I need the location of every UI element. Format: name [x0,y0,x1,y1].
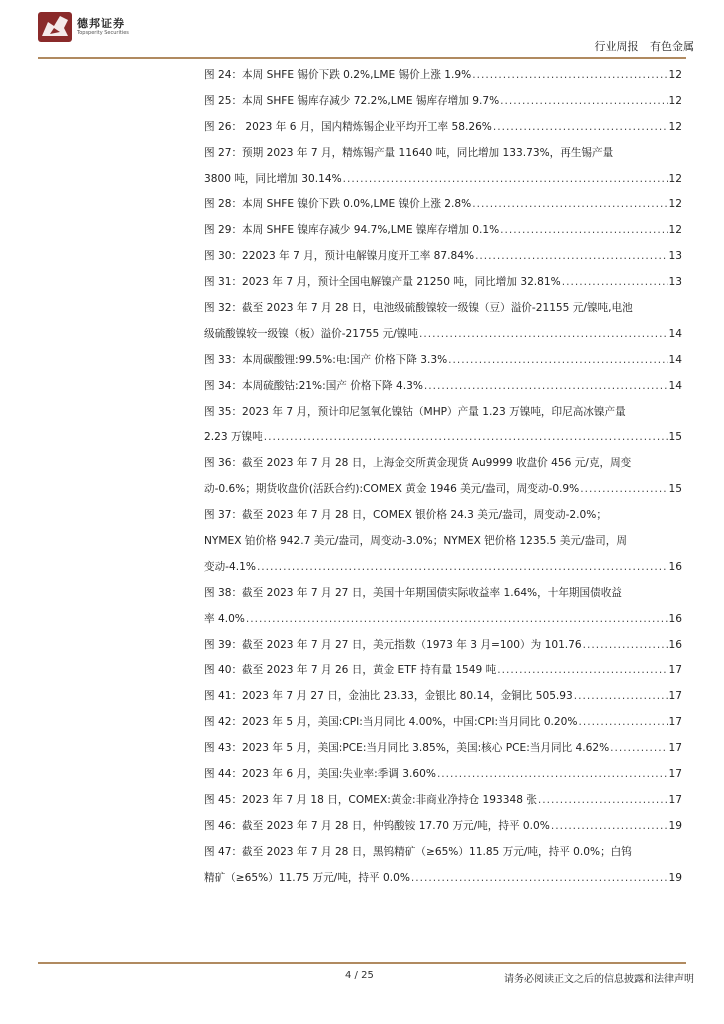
toc-leader-dots [500,89,667,115]
toc-page-number: 12 [668,94,682,107]
toc-leader-dots [472,192,667,218]
toc-entry-text: 图 32：截至 2023 年 7 月 28 日，电池级硫酸镍较一级镍（豆）溢价-21155 元/镍吨,电池 [204,302,633,315]
toc-entry [204,400,682,426]
toc-entry-text: 精矿（≥65%）11.75 万元/吨，持平 0.0% [204,871,410,884]
toc-leader-dots [246,607,668,633]
report-tags [587,38,695,54]
toc-page-number: 13 [668,250,682,263]
toc-entry [204,296,682,322]
toc-entry [204,451,682,477]
toc-leader-dots [343,167,668,193]
toc-page-number: 17 [668,690,682,703]
toc-entry[interactable] [204,658,682,684]
toc-page-number: 15 [668,431,682,444]
company-logo [38,12,129,42]
toc-entry-text: 图 40：截至 2023 年 7 月 26 日，黄金 ETF 持有量 1549 吨 [204,664,497,677]
toc-entry[interactable] [204,374,682,400]
toc-leader-dots [500,218,667,244]
toc-entry-text: 图 25：本周 SHFE 锡库存减少 72.2%,LME 锡库存增加 9.7% [204,94,500,107]
toc-entry-text: 图 31：2023 年 7 月，预计全国电解镍产量 21250 吨，同比增加 32.81% [204,276,561,289]
toc-leader-dots [574,684,668,710]
toc-entry[interactable] [204,115,682,141]
logo-name-en: Topsperity Securities [77,30,129,36]
page-header [0,0,724,60]
toc-leader-dots [497,658,667,684]
report-type: 行业周报 [594,40,639,53]
toc-entry[interactable] [204,477,682,503]
toc-entry[interactable] [204,684,682,710]
toc-entry-text: 图 36：截至 2023 年 7 月 28 日，上海金交所黄金现货 Au9999 收盘价 456 元/克，周变 [204,457,632,470]
toc-entry-text: 图 46：截至 2023 年 7 月 28 日，仲钨酸铵 17.70 万元/吨，持平 0.0% [204,819,550,832]
toc-page-number: 14 [668,353,682,366]
toc-entry[interactable] [204,710,682,736]
toc-leader-dots [538,788,668,814]
toc-leader-dots [472,63,667,89]
toc-entry-text: 图 34：本周硫酸钴:21%:国产 价格下降 4.3% [204,379,423,392]
page-number: 4 / 25 [345,970,374,981]
toc-entry[interactable] [204,322,682,348]
figure-list [204,63,682,892]
toc-entry-text: 图 29：本周 SHFE 镍库存减少 94.7%,LME 镍库存增加 0.1% [204,224,500,237]
toc-entry-text: 图 26： 2023 年 6 月，国内精炼锡企业平均开工率 58.26% [204,120,492,133]
toc-entry [204,529,682,555]
toc-page-number: 17 [668,664,682,677]
toc-entry[interactable] [204,555,682,581]
toc-entry-text: 图 28：本周 SHFE 镍价下跌 0.0%,LME 镍价上涨 2.8% [204,198,472,211]
toc-entry[interactable] [204,89,682,115]
toc-page-number: 17 [668,716,682,729]
toc-page-number: 17 [668,793,682,806]
toc-entry[interactable] [204,814,682,840]
toc-entry-text: 3800 吨，同比增加 30.14% [204,172,342,185]
toc-entry-text: 图 44：2023 年 6 月，美国:失业率:季调 3.60% [204,768,436,781]
toc-entry-text: 率 4.0% [204,612,245,625]
toc-entry-text: 图 39：截至 2023 年 7 月 27 日，美元指数（1973 年 3 月=100）为 101.76 [204,638,582,651]
toc-page-number: 14 [668,327,682,340]
toc-leader-dots [257,555,668,581]
toc-entry[interactable] [204,167,682,193]
toc-page-number: 12 [668,69,682,81]
logo-icon [38,12,72,42]
toc-entry-text: 图 35：2023 年 7 月，预计印尼氢氧化镍钴（MHP）产量 1.23 万镍吨，印尼高冰镍产量 [204,405,626,418]
toc-page-number: 19 [668,871,682,884]
toc-entry-text: 动-0.6%；期货收盘价(活跃合约):COMEX 黄金 1946 美元/盎司，周变动-0.9% [204,483,580,496]
toc-entry[interactable] [204,63,682,89]
toc-entry[interactable] [204,607,682,633]
toc-entry[interactable] [204,736,682,762]
toc-entry[interactable] [204,788,682,814]
toc-entry-text: 图 45：2023 年 7 月 18 日，COMEX:黄金:非商业净持仓 193348 张 [204,793,537,806]
logo-name-cn: 德邦证券 [77,17,125,30]
toc-page-number: 12 [668,224,682,237]
toc-leader-dots [610,736,667,762]
toc-entry-text: 图 38：截至 2023 年 7 月 27 日，美国十年期国债实际收益率 1.64%，十年期国债收益 [204,586,622,599]
toc-page-number: 17 [668,768,682,781]
toc-entry[interactable] [204,218,682,244]
toc-leader-dots [583,633,668,659]
toc-entry-text: 级硫酸镍较一级镍（板）溢价-21755 元/镍吨 [204,327,418,340]
toc-entry-text: 2.23 万镍吨 [204,431,263,444]
toc-entry [204,141,682,167]
toc-page-number: 16 [668,612,682,625]
toc-page-number: 13 [668,276,682,289]
toc-leader-dots [264,425,668,451]
toc-page-number: 12 [668,172,682,185]
toc-page-number: 12 [668,120,682,133]
toc-entry[interactable] [204,244,682,270]
toc-entry[interactable] [204,270,682,296]
toc-leader-dots [580,477,667,503]
toc-entry-text: 图 24：本周 SHFE 锡价下跌 0.2%,LME 锡价上涨 1.9% [204,69,472,81]
toc-entry-text: NYMEX 铂价格 942.7 美元/盎司，周变动-3.0%；NYMEX 钯价格 1235.5 美元/盎司，周 [204,535,627,548]
footer-disclaimer: 请务必阅读正文之后的信息披露和法律声明 [504,974,694,985]
toc-entry-text: 图 37：截至 2023 年 7 月 28 日，COMEX 银价格 24.3 美元/盎司，周变动-2.0%； [204,509,607,522]
toc-entry[interactable] [204,633,682,659]
toc-leader-dots [419,322,668,348]
toc-leader-dots [411,866,668,892]
toc-page-number: 12 [668,198,682,211]
toc-page-number: 16 [668,560,682,573]
toc-entry-text: 变动-4.1% [204,560,256,573]
toc-entry[interactable] [204,866,682,892]
toc-page-number: 19 [668,819,682,832]
footer-divider [38,962,686,964]
toc-leader-dots [578,710,667,736]
toc-page-number: 14 [668,379,682,392]
toc-entry-text: 图 33：本周碳酸锂:99.5%:电:国产 价格下降 3.3% [204,353,448,366]
toc-page-number: 16 [668,638,682,651]
toc-leader-dots [493,115,668,141]
toc-entry-text: 图 27：预期 2023 年 7 月，精炼锡产量 11640 吨，同比增加 133.73%，再生锡产量 [204,146,614,159]
toc-entry-text: 图 42：2023 年 5 月，美国:CPI:当月同比 4.00%，中国:CPI:当月同比 0.20% [204,716,578,729]
toc-entry-text: 图 47：截至 2023 年 7 月 28 日，黑钨精矿（≥65%）11.85 万元/吨，持平 0.0%；白钨 [204,845,632,858]
toc-leader-dots [448,348,667,374]
toc-entry[interactable] [204,192,682,218]
report-sector: 有色金属 [650,40,694,53]
toc-leader-dots [551,814,668,840]
toc-entry[interactable] [204,425,682,451]
toc-entry[interactable] [204,348,682,374]
toc-leader-dots [437,762,668,788]
toc-entry-text: 图 30：22023 年 7 月，预计电解镍月度开工率 87.84% [204,250,475,263]
toc-leader-dots [562,270,668,296]
toc-entry-text: 图 43：2023 年 5 月，美国:PCE:当月同比 3.85%，美国:核心 PCE:当月同比 4.62% [204,742,610,755]
toc-entry [204,840,682,866]
toc-entry [204,503,682,529]
header-divider [38,57,686,59]
toc-entry [204,581,682,607]
toc-leader-dots [475,244,667,270]
toc-entry[interactable] [204,762,682,788]
toc-leader-dots [424,374,668,400]
toc-page-number: 15 [668,483,682,496]
toc-page-number: 17 [668,742,682,755]
toc-entry-text: 图 41：2023 年 7 月 27 日，金油比 23.33，金银比 80.14，金铜比 505.93 [204,690,573,703]
